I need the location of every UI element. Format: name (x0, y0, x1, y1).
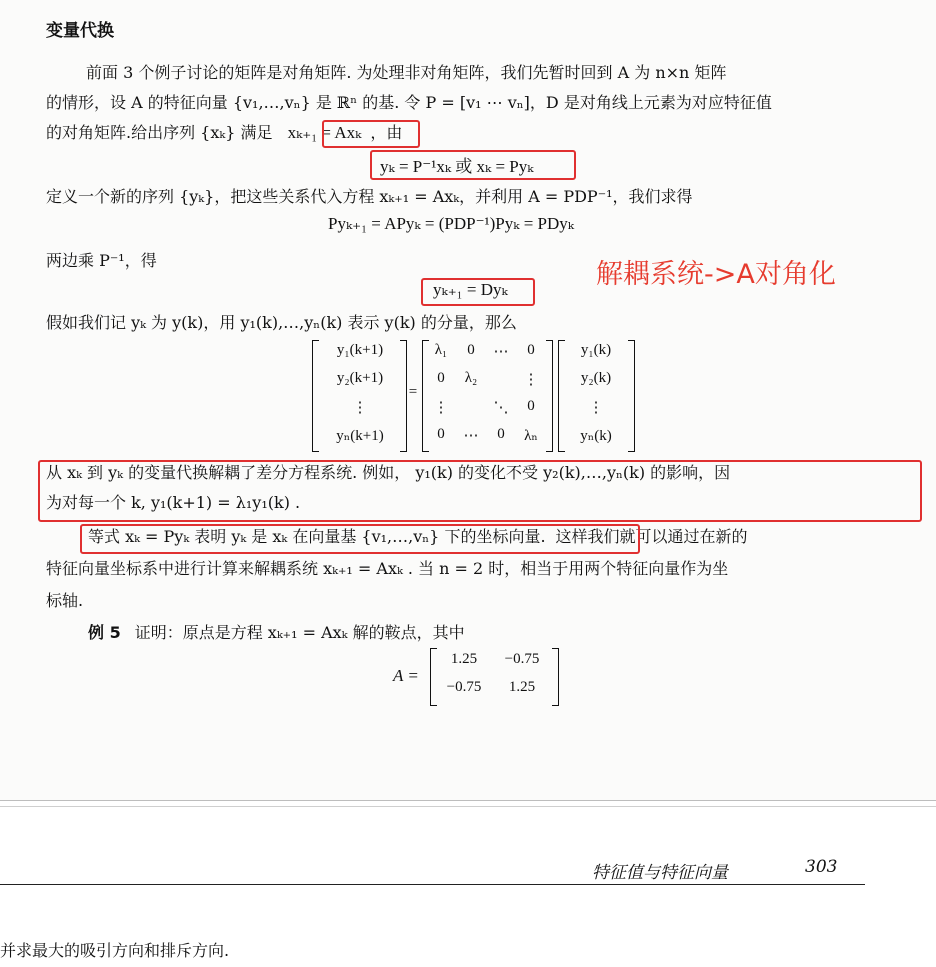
right-bracket-rhs (628, 340, 635, 452)
paragraph6-line2: 特征向量坐标系中进行计算来解耦系统 xₖ₊₁ = Axₖ . 当 n = 2 时，相当于用两个特征向量作为坐 (46, 559, 729, 578)
example-line (88, 618, 465, 648)
page-separator (0, 800, 936, 801)
page-separator (0, 806, 936, 807)
paragraph5-line2: 为对每一个 k, y₁(k+1) = λ₁y₁(k) . (46, 493, 301, 512)
paragraph5-line1: 从 xₖ 到 yₖ 的变量代换解耦了差分方程系统. 例如， y₁(k) 的变化不受 y₂(k),…,yₙ(k) 的影响，因 (46, 463, 731, 482)
diag-entry: ⋱ (493, 400, 509, 416)
matrix-A-entry: −0.75 (446, 679, 482, 695)
paragraph6-line1 (88, 522, 748, 552)
lhs-entry: y₁(k+1) (336, 342, 384, 358)
handwritten-annotation: 解耦系统->A对角化 (596, 259, 836, 290)
diag-entry: 0 (437, 426, 445, 442)
running-header-title: 特征值与特征向量 (592, 863, 728, 883)
equation-change-of-variable: yₖ = P⁻¹xₖ 或 xₖ = Pyₖ (380, 157, 534, 176)
paragraph1-line2: 的情形，设 A 的特征向量 {v₁,…,vₙ} 是 ℝⁿ 的基. 令 P = [v₁ ⋯ vₙ]，D 是对角线上元素为对应特征值 (46, 93, 772, 112)
diag-entry: ⋯ (493, 344, 509, 360)
diag-entry: ⋮ (433, 400, 449, 416)
example-label: 例 5 (88, 623, 121, 642)
matrix-A-entry: 1.25 (508, 679, 536, 695)
paragraph1-line3 (46, 118, 402, 148)
diag-entry: 0 (527, 342, 535, 358)
equals-sign: = (408, 384, 418, 400)
diag-entry: 0 (497, 426, 505, 442)
example-text: 证明：原点是方程 xₖ₊₁ = Axₖ 解的鞍点，其中 (134, 623, 465, 642)
diag-entry: 0 (527, 398, 535, 414)
left-bracket-lhs (312, 340, 319, 452)
equation-decoupled: yₖ₊₁ = Dyₖ (433, 280, 508, 299)
diag-entry: ⋮ (523, 372, 539, 388)
rhs-entry: y₁(k) (580, 342, 612, 358)
page-number: 303 (805, 857, 838, 877)
diag-entry: ⋯ (463, 428, 479, 444)
diag-entry: λₙ (524, 428, 538, 444)
lhs-entry: yₙ(k+1) (336, 428, 384, 444)
lhs-entry: ⋮ (352, 400, 368, 416)
lhs-entry: y₂(k+1) (336, 370, 384, 386)
matrix-equation (312, 340, 642, 452)
diag-entry: 0 (467, 342, 475, 358)
paragraph2: 定义一个新的序列 {yₖ}，把这些关系代入方程 xₖ₊₁ = Axₖ，并利用 A = PDP⁻¹，我们求得 (46, 187, 693, 206)
paragraph6-boxed: 等式 xₖ = Pyₖ 表明 yₖ 是 xₖ 在向量基 {v₁,…,vₙ} 下的坐标向量. (88, 527, 546, 546)
paragraph6-line3: 标轴. (46, 591, 84, 610)
diag-entry: 0 (437, 370, 445, 386)
diag-entry: λ₂ (464, 370, 478, 386)
rhs-entry: yₙ(k) (580, 428, 612, 444)
next-page-text: 并求最大的吸引方向和排斥方向. (0, 941, 230, 960)
paragraph1-line1: 前面 3 个例子讨论的矩阵是对角矩阵. 为处理非对角矩阵，我们先暂时回到 A 为 n×n 矩阵 (86, 63, 727, 82)
matrix-A-entry: −0.75 (504, 651, 540, 667)
rhs-entry: y₂(k) (580, 370, 612, 386)
paragraph6-rest: 这样我们就可以通过在新的 (555, 527, 748, 546)
paragraph1-line3-pre: 的对角矩阵.给出序列 {xₖ} 满足 (46, 123, 273, 142)
paragraph3: 两边乘 P⁻¹，得 (46, 251, 157, 270)
example-matrix (430, 648, 560, 706)
example-matrix-lhs: A = (393, 666, 419, 685)
right-bracket-diag (546, 340, 553, 452)
boxed-recurrence: xₖ₊₁ = Axₖ (287, 123, 362, 142)
rhs-entry: ⋮ (588, 400, 604, 416)
diag-entry: λ₁ (434, 342, 448, 358)
matrix-A-entry: 1.25 (450, 651, 478, 667)
right-bracket-A (552, 648, 559, 706)
section-title: 变量代换 (46, 21, 114, 41)
header-rule (0, 884, 865, 885)
equation-substitution: Pyₖ₊₁ = APyₖ = (PDP⁻¹)Pyₖ = PDyₖ (328, 214, 574, 233)
paragraph4: 假如我们记 yₖ 为 y(k)，用 y₁(k),…,yₙ(k) 表示 y(k) 的分量，那么 (46, 313, 517, 332)
paragraph1-line3-post: ，由 (370, 123, 403, 142)
